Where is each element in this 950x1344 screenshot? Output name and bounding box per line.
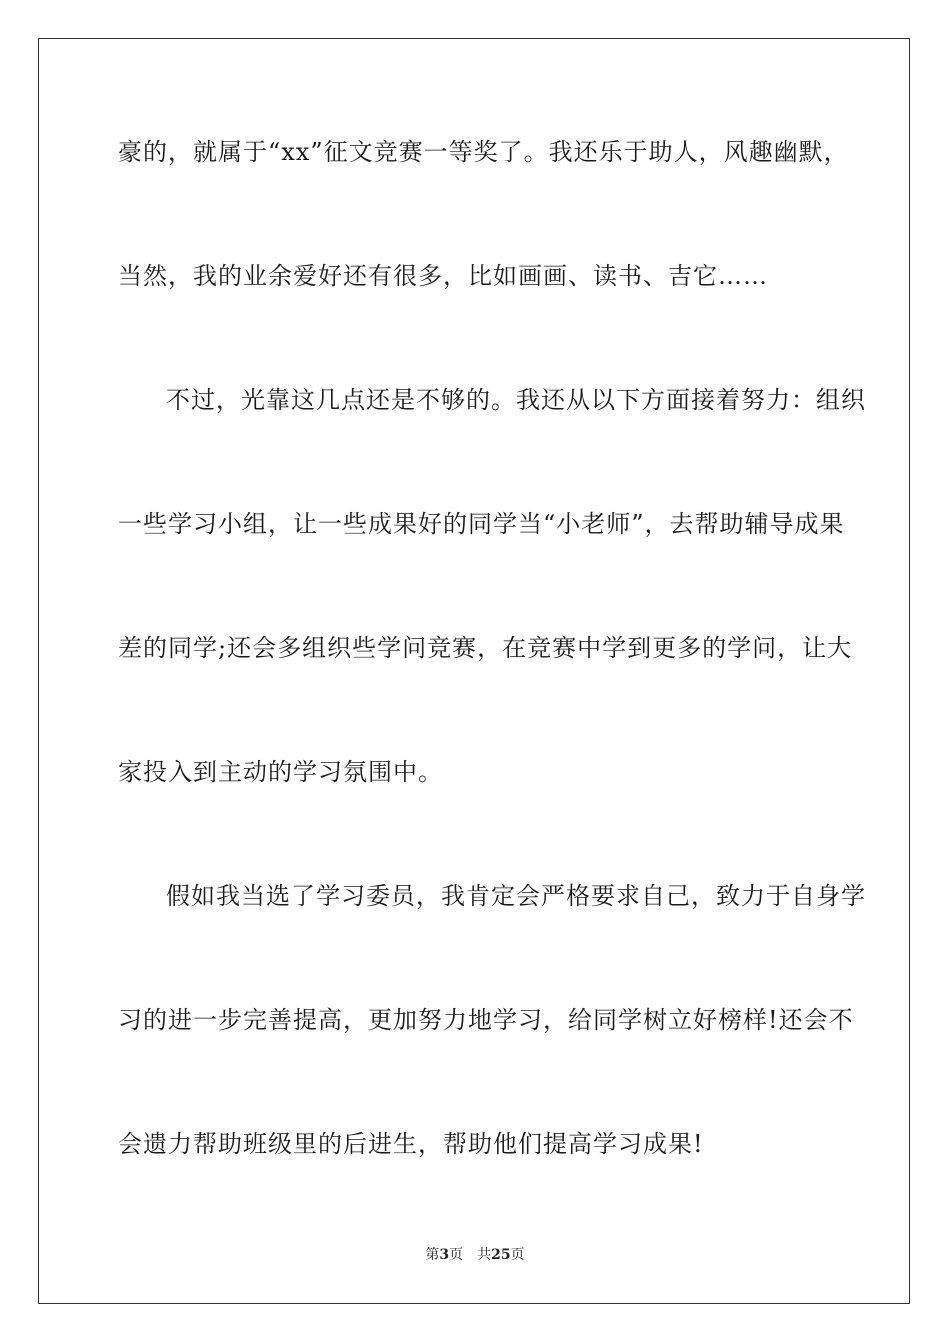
page-number: 3 <box>439 1247 450 1263</box>
page-border <box>38 38 910 1304</box>
text-line: 会遗力帮助班级里的后进生，帮助他们提高学习成果! <box>118 1130 704 1158</box>
text-line: 家投入到主动的学习氛围中。 <box>118 758 443 786</box>
text-line: 假如我当选了学习委员，我肯定会严格要求自己，致力于自身学 <box>166 882 866 910</box>
page-prefix: 第 <box>425 1247 440 1263</box>
total-prefix: 共 <box>477 1247 492 1263</box>
text-line: 习的进一步完善提高，更加努力地学习，给同学树立好榜样!还会不 <box>118 1006 854 1034</box>
text-line: 差的同学;还会多组织些学问竞赛，在竞赛中学到更多的学问，让大 <box>118 634 853 662</box>
total-pages: 25 <box>491 1247 511 1263</box>
text-line: 不过，光靠这几点还是不够的。我还从以下方面接着努力：组织 <box>166 386 866 414</box>
text-line: 当然，我的业余爱好还有很多，比如画画、读书、吉它…… <box>118 262 768 290</box>
page-footer <box>0 1246 950 1264</box>
text-line: 一些学习小组，让一些成果好的同学当“小老师”，去帮助辅导成果 <box>118 510 845 538</box>
page-suffix: 页 <box>449 1247 464 1263</box>
total-suffix: 页 <box>510 1247 525 1263</box>
text-line: 豪的，就属于“xx”征文竞赛一等奖了。我还乐于助人，风趣幽默， <box>118 138 849 166</box>
